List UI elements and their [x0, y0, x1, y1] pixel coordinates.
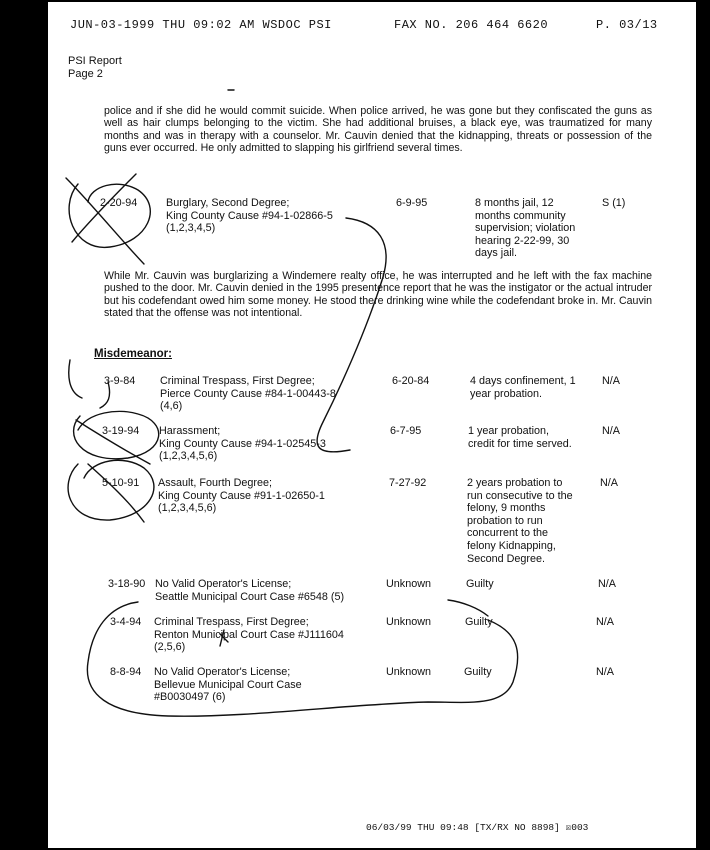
- misdemeanor-5-score: N/A: [596, 616, 614, 628]
- misdemeanor-4-sentence: Guilty: [466, 578, 494, 590]
- felony-score: S (1): [602, 197, 626, 209]
- misdemeanor-2-score: N/A: [602, 425, 620, 437]
- misdemeanor-2-sentence-date: 6-7-95: [390, 425, 422, 437]
- narrative-paragraph-2: While Mr. Cauvin was burglarizing a Windemere realty office, he was interrupted and he left with the fax machine pushed to the door. Mr. Cauvin denied in the 1995 presentence report that he was the instigator or the actual intruder but his codefendant owed him some money. He stood there drinking wine while the codefendant broke in. Mr. Cauvin stated that the offense was not intentional.: [104, 270, 652, 320]
- misdemeanor-2-sentence: 1 year probation, credit for time served.: [468, 425, 572, 450]
- misdemeanor-3-sentence: 2 years probation to run consecutive to the felony, 9 months probation to run concurrent to the felony Kidnapping, Second Degree.: [467, 477, 573, 565]
- misdemeanor-1-offense: Criminal Trespass, First Degree; Pierce County Cause #84-1-00443-8 (4,6): [160, 375, 336, 413]
- misdemeanor-4-sentence-date: Unknown: [386, 578, 432, 590]
- misdemeanor-2-offense: Harassment; King County Cause #94-1-02545-3 (1,2,3,4,5,6): [159, 425, 326, 463]
- felony-sentence-date: 6-9-95: [396, 197, 428, 209]
- misdemeanor-3-offense: Assault, Fourth Degree; King County Cause #91-1-02650-1 (1,2,3,4,5,6): [158, 477, 325, 515]
- misdemeanor-1-sentence: 4 days confinement, 1 year probation.: [470, 375, 576, 400]
- felony-crossout-scribble: [66, 174, 150, 264]
- misdemeanor-1-date: 3-9-84: [104, 375, 136, 387]
- misdemeanor-3-date: 5-10-91: [102, 477, 140, 489]
- misdemeanor-6-score: N/A: [596, 666, 614, 678]
- misdemeanor-5-date: 3-4-94: [110, 616, 142, 628]
- assault-circle-scribble: [68, 460, 154, 522]
- misdemeanor-4-date: 3-18-90: [108, 578, 146, 590]
- felony-date: 2-20-94: [100, 197, 138, 209]
- felony-sentence: 8 months jail, 12 months community supervision; violation hearing 2-22-99, 30 days jail.: [475, 197, 576, 260]
- fax-number: FAX NO. 206 464 6620: [394, 18, 549, 32]
- fax-page: [48, 2, 696, 848]
- misdemeanor-6-date: 8-8-94: [110, 666, 142, 678]
- misdemeanor-6-sentence: Guilty: [464, 666, 492, 678]
- misdemeanor-1-score: N/A: [602, 375, 620, 387]
- misdemeanor-1-sentence-date: 6-20-84: [392, 375, 430, 387]
- misdemeanor-2-date: 3-19-94: [102, 425, 140, 437]
- connector-line-upper: [317, 218, 386, 452]
- misdemeanor-4-offense: No Valid Operator's License; Seattle Municipal Court Case #6548 (5): [155, 578, 345, 603]
- report-title: PSI Report: [68, 55, 122, 67]
- misdemeanor-3-score: N/A: [600, 477, 618, 489]
- misdemeanor-5-sentence: Guilty: [465, 616, 493, 628]
- misdemeanor-6-offense: No Valid Operator's License; Bellevue Municipal Court Case #B0030497 (6): [154, 666, 302, 704]
- guilty-arrow-mark: [448, 600, 488, 616]
- fax-datetime: JUN-03-1999 THU 09:02 AM WSDOC PSI: [70, 18, 332, 32]
- fax-page-number: P. 03/13: [596, 18, 658, 32]
- felony-offense: Burglary, Second Degree; King County Cause #94-1-02866-5 (1,2,3,4,5): [166, 197, 333, 235]
- report-page: Page 2: [68, 68, 103, 80]
- misdemeanor-5-sentence-date: Unknown: [386, 616, 432, 628]
- fax-footer: 06/03/99 THU 09:48 [TX/RX NO 8898] ☒003: [366, 822, 589, 833]
- misdemeanor-3-sentence-date: 7-27-92: [389, 477, 427, 489]
- misdemeanor-heading: Misdemeanor:: [94, 348, 172, 360]
- narrative-paragraph-1: police and if she did he would commit suicide. When police arrived, he was gone but they confiscated the guns as well as hair clumps belonging to the victim. She had additional bruises, a black eye, was traumatized for many months and was in therapy with a counselor. Mr. Cauvin denied that the kidnapping, threats or possession of the guns ever occurred. He only admitted to slapping his girlfriend several times.: [104, 105, 652, 155]
- harassment-circle-scribble: [74, 411, 159, 464]
- misdemeanor-5-offense: Criminal Trespass, First Degree; Renton Municipal Court Case #J111604 (2,5,6): [154, 616, 344, 654]
- misdemeanor-6-sentence-date: Unknown: [386, 666, 432, 678]
- misdemeanor-4-score: N/A: [598, 578, 616, 590]
